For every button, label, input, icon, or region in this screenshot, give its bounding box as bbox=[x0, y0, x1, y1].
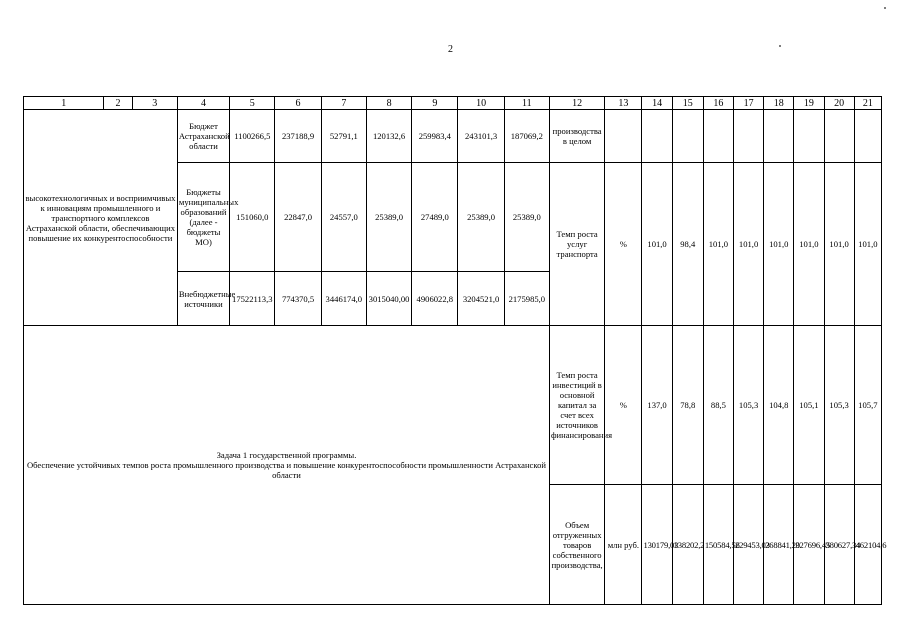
task-description bbox=[24, 326, 550, 605]
amount-cell: 243101,3 bbox=[458, 110, 504, 163]
unit-cell: % bbox=[605, 163, 642, 326]
task-title: Задача 1 государственной программы. bbox=[216, 450, 357, 460]
indicator-value: 78,8 bbox=[672, 326, 703, 485]
indicator-value: 150584,56 bbox=[703, 485, 733, 605]
indicator-value: 101,0 bbox=[794, 163, 824, 326]
indicator-value: 105,1 bbox=[794, 326, 824, 485]
page-number: 2 bbox=[448, 44, 453, 55]
col-number: 6 bbox=[275, 97, 321, 110]
task-row-investment bbox=[24, 326, 882, 485]
indicator-value: 462104,6 bbox=[854, 485, 881, 605]
indicator-name: Темп роста инвестиций в основной капитал за счет всех источников финансирования bbox=[549, 326, 604, 485]
program-table bbox=[23, 96, 887, 605]
amount-cell: 237188,9 bbox=[275, 110, 321, 163]
indicator-value: 88,5 bbox=[703, 326, 733, 485]
empty-cell bbox=[734, 110, 764, 163]
amount-cell: 774370,5 bbox=[275, 272, 321, 326]
amount-cell: 25389,0 bbox=[366, 163, 411, 272]
col-number: 21 bbox=[854, 97, 881, 110]
indicator-value: 101,0 bbox=[734, 163, 764, 326]
empty-cell bbox=[824, 110, 854, 163]
amount-cell: 3446174,0 bbox=[321, 272, 366, 326]
amount-cell: 52791,1 bbox=[321, 110, 366, 163]
indicator-value: 101,0 bbox=[764, 163, 794, 326]
empty-cell bbox=[605, 110, 642, 163]
indicator-value: 98,4 bbox=[672, 163, 703, 326]
amount-cell: 120132,6 bbox=[366, 110, 411, 163]
col-number: 2 bbox=[104, 97, 132, 110]
source-name: Бюджеты муниципальных образований (далее - бюджеты МО) bbox=[177, 163, 229, 272]
indicator-value: 268841,20 bbox=[764, 485, 794, 605]
unit-cell: млн руб. bbox=[605, 485, 642, 605]
indicator-value: 105,7 bbox=[854, 326, 881, 485]
col-number: 3 bbox=[132, 97, 177, 110]
col-number: 12 bbox=[549, 97, 604, 110]
indicator-value: 101,0 bbox=[703, 163, 733, 326]
indicator-value: 229453,03 bbox=[734, 485, 764, 605]
amount-cell: 4906022,8 bbox=[412, 272, 458, 326]
scan-speck bbox=[884, 7, 886, 9]
amount-cell: 22847,0 bbox=[275, 163, 321, 272]
indicator-value: 327696,45 bbox=[794, 485, 824, 605]
col-number: 10 bbox=[458, 97, 504, 110]
col-number: 13 bbox=[605, 97, 642, 110]
empty-cell bbox=[764, 110, 794, 163]
amount-cell: 3015040,00 bbox=[366, 272, 411, 326]
indicator-name: Темп роста услуг транспорта bbox=[549, 163, 604, 326]
source-name: Бюджет Астраханской области bbox=[177, 110, 229, 163]
col-number: 14 bbox=[642, 97, 672, 110]
indicator-value: 138202,2 bbox=[672, 485, 703, 605]
indicator-value: 105,3 bbox=[824, 326, 854, 485]
column-number-row bbox=[24, 97, 882, 110]
amount-cell: 1100266,5 bbox=[230, 110, 275, 163]
task-text: Обеспечение устойчивых темпов роста промышленного производства и повышение конкурентоспособности промышленности Астраханской области bbox=[26, 460, 547, 480]
col-number: 5 bbox=[230, 97, 275, 110]
indicator-value: 101,0 bbox=[642, 163, 672, 326]
empty-cell bbox=[854, 110, 881, 163]
col-number: 9 bbox=[412, 97, 458, 110]
col-number: 8 bbox=[366, 97, 411, 110]
amount-cell: 17522113,3 bbox=[230, 272, 275, 326]
indicator-value: 101,0 bbox=[854, 163, 881, 326]
indicator-name: производства в целом bbox=[549, 110, 604, 163]
empty-cell bbox=[642, 110, 672, 163]
amount-cell: 3204521,0 bbox=[458, 272, 504, 326]
amount-cell: 259983,4 bbox=[412, 110, 458, 163]
col-number: 17 bbox=[734, 97, 764, 110]
indicator-value: 101,0 bbox=[824, 163, 854, 326]
indicator-value: 380627,34 bbox=[824, 485, 854, 605]
empty-cell bbox=[794, 110, 824, 163]
indicator-value: 137,0 bbox=[642, 326, 672, 485]
amount-cell: 24557,0 bbox=[321, 163, 366, 272]
empty-cell bbox=[672, 110, 703, 163]
col-number: 7 bbox=[321, 97, 366, 110]
col-number: 4 bbox=[177, 97, 229, 110]
col-number: 1 bbox=[24, 97, 104, 110]
unit-cell: % bbox=[605, 326, 642, 485]
amount-cell: 151060,0 bbox=[230, 163, 275, 272]
amount-cell: 27489,0 bbox=[412, 163, 458, 272]
amount-cell: 2175985,0 bbox=[504, 272, 549, 326]
col-number: 20 bbox=[824, 97, 854, 110]
col-number: 16 bbox=[703, 97, 733, 110]
amount-cell: 25389,0 bbox=[458, 163, 504, 272]
amount-cell: 25389,0 bbox=[504, 163, 549, 272]
indicator-value: 104,8 bbox=[764, 326, 794, 485]
funding-row-regional bbox=[24, 110, 882, 163]
indicator-value: 130179,03 bbox=[642, 485, 672, 605]
measure-description: высокотехнологичных и восприимчивых к инновациям промышленного и транспортного комплексов Астраханской области, обеспечивающих повышение их конкурентоспособности bbox=[24, 110, 178, 326]
source-name: Внебюджетные источники bbox=[177, 272, 229, 326]
empty-cell bbox=[703, 110, 733, 163]
indicator-name: Объем отгруженных товаров собственного производства, bbox=[549, 485, 604, 605]
amount-cell: 187069,2 bbox=[504, 110, 549, 163]
indicator-value: 105,3 bbox=[734, 326, 764, 485]
scan-speck bbox=[779, 45, 781, 47]
col-number: 19 bbox=[794, 97, 824, 110]
col-number: 15 bbox=[672, 97, 703, 110]
col-number: 18 bbox=[764, 97, 794, 110]
col-number: 11 bbox=[504, 97, 549, 110]
